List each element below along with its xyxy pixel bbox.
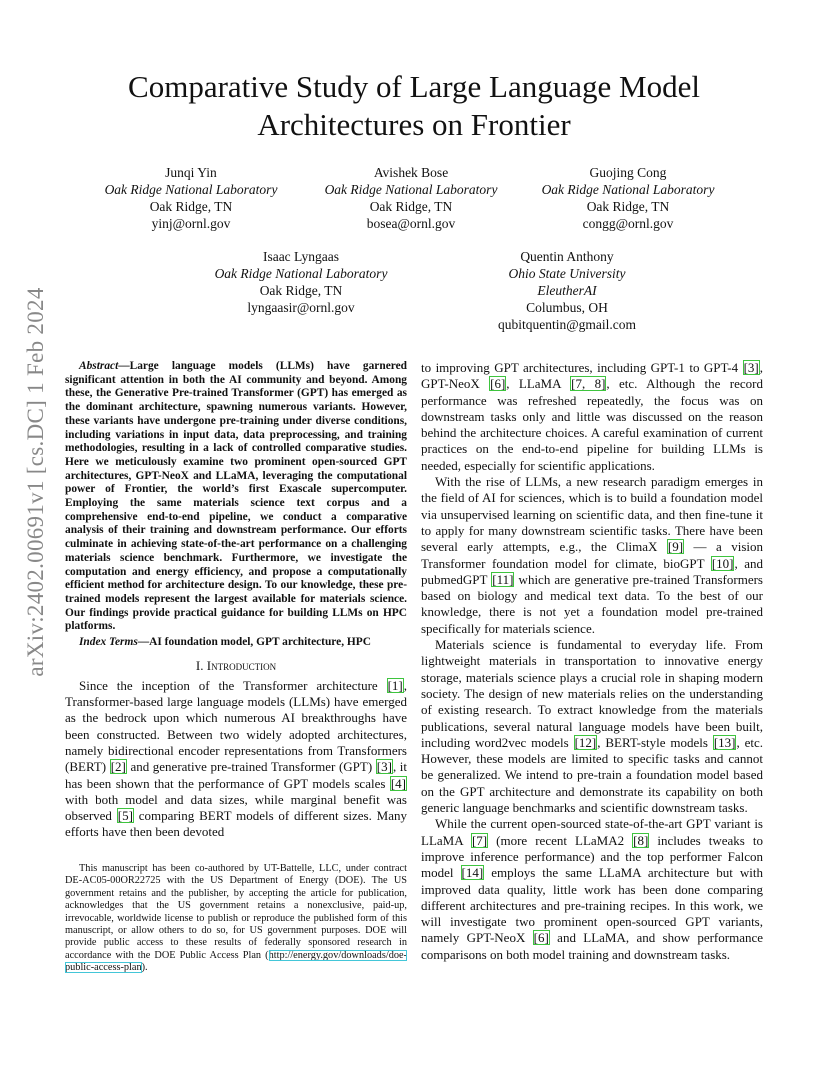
author-email: qubitquentin@gmail.com: [497, 317, 637, 332]
intro-paragraph-2: [421, 474, 763, 637]
footnote-tail: ).: [141, 962, 148, 974]
author-affiliation: Oak Ridge National Laboratory: [541, 182, 715, 197]
citation-link[interactable]: [10]: [711, 555, 734, 571]
citation-link[interactable]: [7]: [471, 832, 488, 848]
author-email: congg@ornl.gov: [582, 216, 674, 231]
arxiv-stamp: [18, 287, 54, 677]
abstract-text: —Large language models (LLMs) have garnered significant attention in both the AI community and beyond. Among these, the Generative Pre-trained Transformer (GPT) has emerged as the dominant architecture, spawning numerous variants. However, these variants have undergone pre-training under diverse conditions, including variations in input data, data preprocessing, and training methodologies, resulting in a lack of controlled comparative studies. Here we meticulously examine two prominent open-sourced GPT architectures, GPT-NeoX and LLaMA, leveraging the computational power of Frontier, the world’s first Exascale supercomputer. Employing the same materials science text corpus and a comprehensive end-to-end pipeline, we conduct a comparative analysis of their training and downstream performance. Our efforts culminate in achieving state-of-the-art performance on a challenging materials science benchmark. Furthermore, we investigate the computation and energy efficiency, and propose a computationally efficient method for architecture design. To our knowledge, these pre-trained models represent the largest available for materials science. Our findings provide practical guidance for building LLMs on HPC platforms.: [65, 360, 407, 633]
citation-link[interactable]: [8]: [633, 832, 649, 848]
intro-paragraph-3: [421, 637, 763, 816]
paper-title: Comparative Study of Large Language Model Architectures on Frontier: [128, 69, 700, 142]
citation-link[interactable]: [11]: [492, 571, 514, 587]
author-name: Isaac Lyngaas: [262, 249, 340, 264]
citation-link[interactable]: [6]: [533, 930, 549, 946]
paragraph-text: includes tweaks to improve inference performance) and the top performer Falcon model: [421, 832, 764, 881]
author-location: Columbus, OH: [526, 300, 608, 315]
author-block: [452, 248, 682, 333]
paragraph-text: , GPT-NeoX: [421, 360, 763, 392]
doe-access-plan-link[interactable]: http://energy.gov/downloads/doe-public-access-plan: [65, 949, 407, 974]
author-block: [186, 248, 416, 316]
abstract: [65, 360, 407, 841]
intro-paragraph-1: [65, 678, 407, 841]
author-email: yinj@ornl.gov: [151, 216, 231, 231]
paragraph-text: and generative pre-trained Transformer (GPT): [126, 759, 376, 775]
paragraph-text: With the rise of LLMs, a new research paradigm emerges in the field of AI for sciences, which is to build a foundation model via unsupervised learning on scientific data, and then fine-tune it to apply for many downstream scientific tasks. There have been several early attempts, e.g., the ClimaX: [421, 474, 763, 555]
index-terms-text: —AI foundation model, GPT architecture, HPC: [137, 636, 371, 649]
paragraph-text: , it has been shown that the performance of GPT models scales: [65, 759, 407, 791]
citation-link[interactable]: [3]: [376, 759, 392, 775]
citation-link[interactable]: [1]: [387, 677, 403, 693]
intro-paragraph-1-cont: [421, 360, 763, 474]
arxiv-id: arXiv:2402.00691v1 [cs.DC] 1 Feb 2024: [23, 287, 48, 677]
paragraph-text: comparing BERT models of different sizes. Many efforts have then been devoted: [65, 808, 407, 840]
paragraph-text: to improving GPT architectures, including GPT-1 to GPT-4: [421, 360, 743, 375]
author-block: [296, 164, 526, 232]
paragraph-text: , BERT-style models: [597, 734, 713, 750]
citation-link[interactable]: [5]: [117, 808, 133, 824]
footnote: [65, 863, 407, 975]
citation-link[interactable]: [9]: [667, 539, 684, 555]
author-location: Oak Ridge, TN: [369, 199, 453, 214]
author-affiliation-2: EleutherAI: [537, 283, 597, 298]
author-email: lyngaasir@ornl.gov: [247, 300, 355, 315]
citation-link[interactable]: [6]: [490, 376, 506, 392]
abstract-label: Abstract: [79, 360, 119, 372]
author-affiliation: Oak Ridge National Laboratory: [214, 266, 388, 281]
paragraph-text: with both model and data sizes, while marginal benefit was observed: [65, 791, 407, 824]
paragraph-text: Since the inception of the Transformer architecture: [79, 677, 387, 693]
author-affiliation: Ohio State University: [508, 266, 626, 281]
footnote-text: This manuscript has been co-authored by UT-Battelle, LLC, under contract DE-AC05-00OR22725 with the US Department of Energy (DOE). The US government retains and the publisher, by accepting the article for publication, acknowledges that the US government retains a nonexclusive, paid-up, irrevocable, worldwide license to publish or reproduce the published form of this manuscript, or allow others to do so, for US government purposes. DOE will provide public access to these results of federally sponsored research in accordance with the DOE Public Access Plan (: [65, 863, 407, 961]
author-location: Oak Ridge, TN: [259, 283, 343, 298]
citation-link[interactable]: [12]: [574, 734, 597, 750]
paragraph-text: which are generative pre-trained Transformers based on biology and medical text data. To the best of our knowledge, there is not yet a foundation model pre-trained specifically for materials science.: [421, 571, 763, 636]
paragraph-text: While the current open-sourced state-of-the-art GPT variant is LLaMA: [421, 816, 763, 848]
citation-link[interactable]: [7, 8]: [571, 376, 606, 392]
author-email: bosea@ornl.gov: [366, 216, 456, 231]
paragraph-text: , Transformer-based large language models (LLMs) have emerged as the bedrock upon which numerous AI breakthroughs have been constructed. Between two widely adopted architectures, namely bidirectional encoder representations from Transformers (BERT): [65, 677, 407, 775]
intro-paragraph-4: [421, 816, 763, 963]
paragraph-text: (more recent LLaMA2: [488, 832, 633, 848]
author-name: Guojing Cong: [589, 165, 667, 180]
paragraph-text: employs the same LLaMA architecture but with improved data quality, little work has been done comparing different architectures and pre-training recipes. In this work, we will investigate two prominent open-sourced GPT variants, namely GPT-NeoX: [421, 865, 763, 946]
citation-link[interactable]: [3]: [743, 360, 759, 375]
paragraph-text: Materials science is fundamental to everyday life. From lightweight materials in transportation to innovative energy storage, materials science plays a crucial role in shaping modern society. The design of new materials relies on the understanding of existing research. To extract knowledge from the materials publications, several natural language models have been built, including word2vec models: [421, 637, 763, 750]
paragraph-text: and LLaMA, and show performance comparisons on both model training and downstream tasks.: [421, 930, 763, 962]
paragraph-text: , LLaMA: [506, 376, 571, 392]
author-affiliation: Oak Ridge National Laboratory: [324, 182, 498, 197]
author-block: [76, 164, 306, 232]
index-terms-label: Index Terms: [79, 636, 138, 649]
author-name: Avishek Bose: [373, 165, 449, 180]
author-location: Oak Ridge, TN: [586, 199, 670, 214]
section-heading: I. Introduction: [195, 657, 277, 673]
author-name: Junqi Yin: [165, 165, 217, 180]
right-column: [421, 360, 763, 963]
paragraph-text: , etc. However, these models are limited to specific tasks and cannot be generalized. We intend to pre-train a foundation model based on the GPT architecture and demonstrate its capability on both generic language benchmarks and scientific downstream tasks.: [421, 734, 764, 816]
citation-link[interactable]: [13]: [713, 734, 736, 750]
citation-link[interactable]: [4]: [390, 775, 406, 791]
citation-link[interactable]: [2]: [110, 759, 126, 775]
author-affiliation: Oak Ridge National Laboratory: [104, 182, 278, 197]
author-location: Oak Ridge, TN: [149, 199, 233, 214]
author-block: [513, 164, 743, 232]
paragraph-text: , etc. Although the record performance was refreshed repeatedly, the focus was on downstream tasks only and little was discussed on the reason behind the architecture choices. A careful examination of current practices on the end-to-end pipeline for building LLMs is needed, especially for scientific applications.: [421, 376, 763, 473]
citation-link[interactable]: [14]: [461, 865, 484, 881]
paragraph-text: — a vision Transformer foundation model for climate, bioGPT: [421, 539, 764, 571]
author-name: Quentin Anthony: [520, 249, 614, 264]
paragraph-text: , and pubmedGPT: [421, 555, 763, 587]
